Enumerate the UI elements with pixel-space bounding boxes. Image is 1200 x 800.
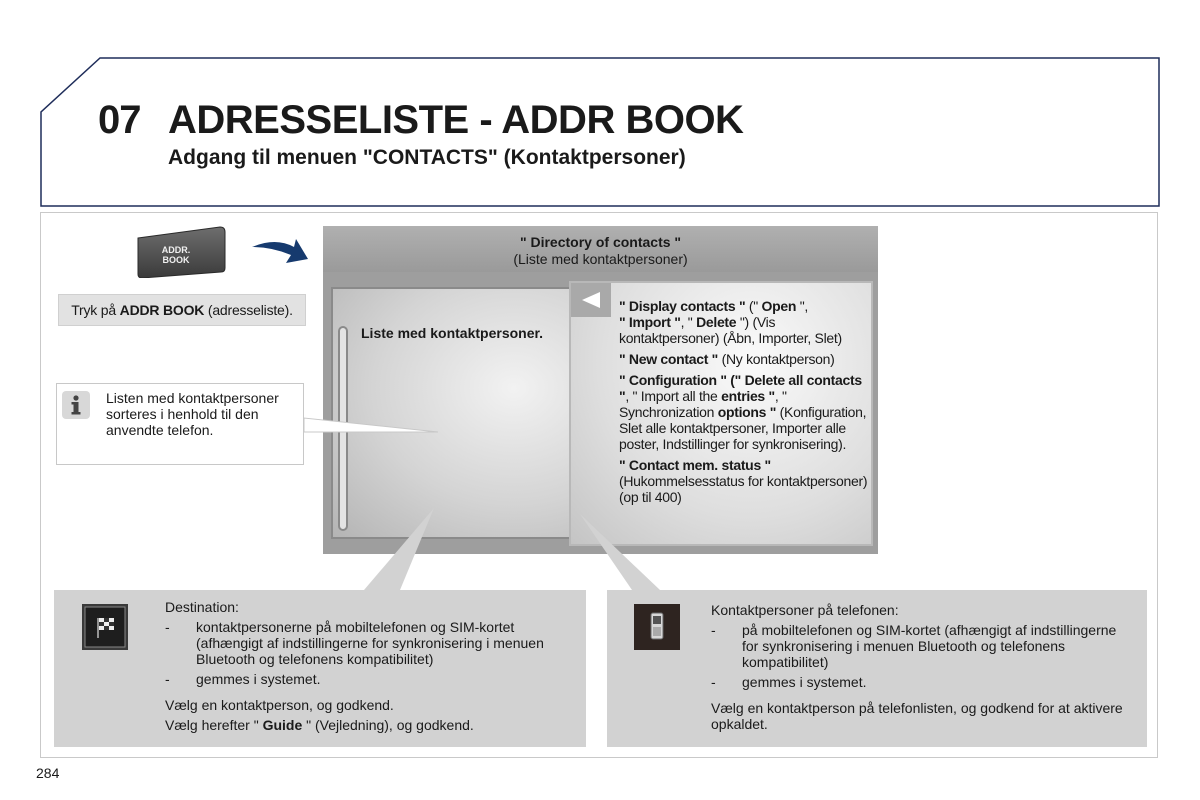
menu-item-contact-mem-status[interactable]: " Contact mem. status " (Hukommelsesstatus for kontaktpersoner) (op til 400)	[619, 457, 868, 505]
screen-header-title: " Directory of contacts "	[519, 234, 682, 250]
scrollbar[interactable]	[338, 326, 348, 531]
menu-item-display-contacts[interactable]: " Display contacts " (" Open ", " Import ", " Delete ") (Vis kontaktpersoner) (Åbn, Importer, Slet)	[619, 298, 842, 346]
chapter-number: 07	[98, 98, 141, 142]
screen-header-subtitle: (Liste med kontaktpersoner)	[513, 251, 688, 267]
info-note-text: Listen med kontaktpersoner sorteres i henhold til den anvendte telefon.	[106, 390, 279, 438]
page-number: 284	[36, 765, 60, 781]
phone-contacts-heading: Kontaktpersoner på telefonen:	[711, 602, 899, 618]
menu-options-text	[619, 298, 871, 510]
addr-book-button-label: ADDR. BOOK	[161, 245, 191, 265]
menu-item-new-contact[interactable]: " New contact " (Ny kontaktperson)	[619, 351, 835, 367]
phone-contacts-text	[711, 602, 1136, 732]
destination-text	[165, 599, 575, 733]
destination-line-2: Vælg herefter " Guide " (Vejledning), og godkend.	[165, 717, 474, 733]
list-item: - kontaktpersonerne på mobiltelefonen og SIM-kortet (afhængigt af indstillingerne for synkronisering i menuen Bluetooth og telefonens kompatibilitet)	[165, 619, 544, 667]
phone-contacts-line-1: Vælg en kontaktperson på telefonlisten, og godkend for at aktivere opkaldet.	[711, 700, 1123, 732]
checkered-flag-icon	[82, 604, 128, 650]
page-subtitle: Adgang til menuen "CONTACTS" (Kontaktpersoner)	[168, 146, 686, 169]
destination-line-1: Vælg en kontaktperson, og godkend.	[165, 697, 394, 713]
menu-item-configuration[interactable]: " Configuration " (" Delete all contacts ", " Import all the entries ", " Synchronization options " (Konfiguration, Slet alle kontaktpersoner, Importer alle poster, Indstillinger for synkronisering).	[619, 372, 867, 452]
info-icon	[62, 391, 90, 419]
page-title: ADRESSELISTE - ADDR BOOK	[168, 98, 744, 142]
list-item: - gemmes i systemet.	[711, 674, 867, 690]
destination-heading: Destination:	[165, 599, 239, 615]
mobile-phone-icon	[634, 604, 680, 650]
back-triangle-icon	[580, 291, 602, 309]
press-instruction: Tryk på ADDR BOOK (adresseliste).	[58, 294, 306, 326]
contact-list-label: Liste med kontaktpersoner.	[361, 325, 544, 341]
list-item: - på mobiltelefonen og SIM-kortet (afhængigt af indstillingerne for synkronisering i menuen Bluetooth og telefonens kompatibilitet)	[711, 622, 1117, 670]
curved-arrow-icon	[250, 233, 310, 273]
list-item: - gemmes i systemet.	[165, 671, 321, 687]
